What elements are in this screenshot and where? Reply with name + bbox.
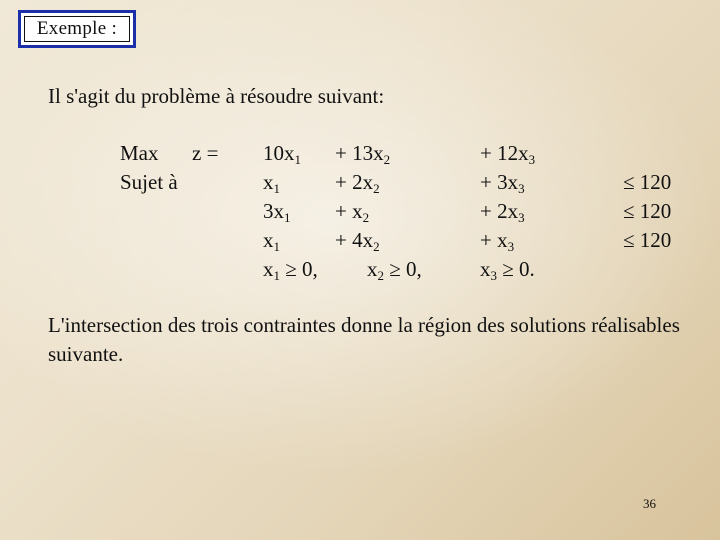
- constraint-2-rhs: ≤ 120: [623, 199, 672, 223]
- objective-term-x2: + $13x_2$: [335, 141, 391, 167]
- objective-label: Max: [120, 141, 159, 165]
- objective-term-x3: + $12x_3$: [480, 141, 536, 167]
- nonneg-x1: $x_1 \ge 0$,: [263, 257, 318, 283]
- page-number: 36: [643, 496, 656, 511]
- constraint-1-term-x2: + $2x_2$: [335, 170, 380, 196]
- constraint-3-rhs: ≤ 120: [623, 228, 672, 252]
- constraint-1-term-x1: $x_1$: [263, 170, 280, 196]
- constraint-3-term-x1: $x_1$: [263, 228, 280, 254]
- constraint-3-term-x3: + $x_3$: [480, 228, 515, 254]
- constraint-3-term-x2: + $4x_2$: [335, 228, 380, 254]
- conclusion-text: L'intersection des trois contraintes donne la région des solutions réalisables suivante.: [48, 313, 680, 366]
- subject-to-label: Sujet à: [120, 170, 178, 194]
- constraint-2-term-x2: + $x_2$: [335, 199, 370, 225]
- slide-title: Exemple :: [36, 18, 118, 39]
- intro-text: Il s'agit du problème à résoudre suivant:: [48, 84, 385, 108]
- nonneg-x2: $x_2 \ge 0$,: [367, 257, 422, 283]
- constraint-2-term-x3: + $2x_3$: [480, 199, 525, 225]
- slide-title-box: [18, 10, 136, 48]
- constraint-1-term-x3: + $3x_3$: [480, 170, 525, 196]
- objective-variable: z =: [192, 141, 219, 165]
- objective-term-x1: $10x_1$: [263, 141, 301, 167]
- nonneg-x3: $x_3 \ge 0$.: [480, 257, 535, 283]
- constraint-2-term-x1: $3x_1$: [263, 199, 291, 225]
- constraint-1-rhs: ≤ 120: [623, 170, 672, 194]
